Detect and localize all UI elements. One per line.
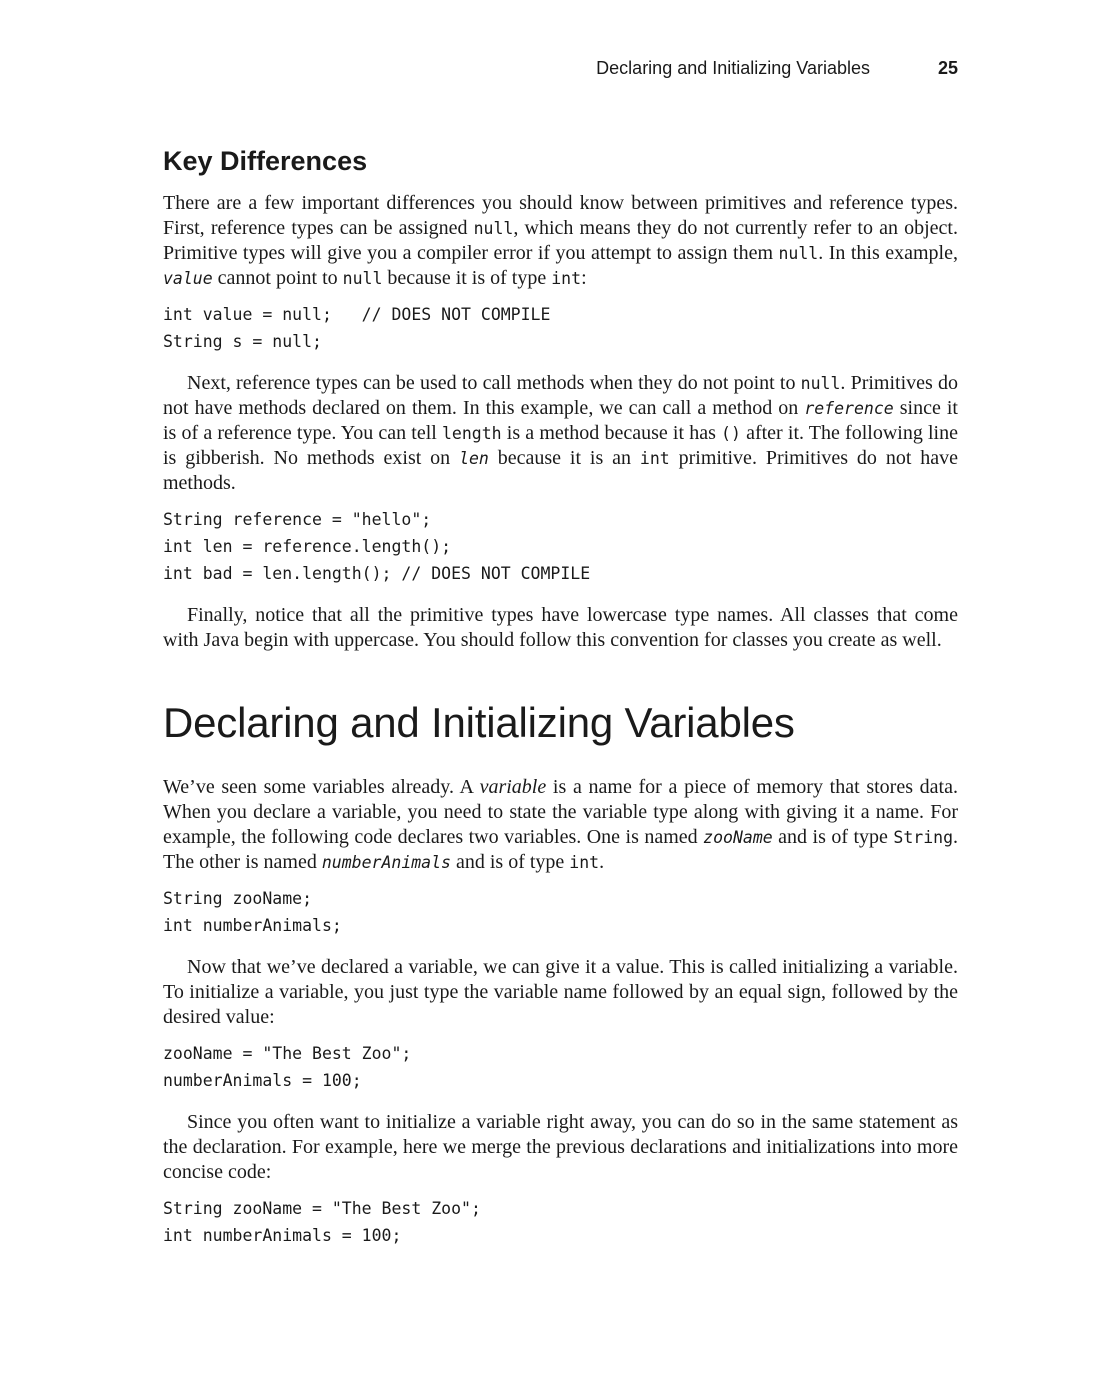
inline-code: () — [721, 424, 741, 443]
inline-code: null — [778, 244, 819, 263]
inline-code-italic: reference — [804, 399, 894, 418]
inline-code: length — [442, 424, 502, 443]
inline-code-italic: value — [163, 269, 213, 288]
inline-code-italic: numberAnimals — [321, 853, 451, 872]
paragraph-declaring-1: We’ve seen some variables already. A variable is a name for a piece of memory that stores data. When you declare a variable, you need to state the variable type along with giving it a name. For example, the following code declares two variables. One is named zooName and is of type String. The other is named numberAnimals and is of type int. — [163, 776, 959, 873]
code-line: String s = null; — [163, 332, 322, 351]
emphasis: variable — [479, 776, 547, 798]
paragraph-declaring-2: Now that we’ve declared a variable, we can give it a value. This is called initializing a variable. To initialize a variable, you just type the variable name followed by an equal sign, followed by the desired value: — [163, 956, 958, 1028]
code-line: int bad = len.length(); // DOES NOT COMPILE — [163, 564, 591, 583]
paragraph-key-differences-3: Finally, notice that all the primitive types have lowercase type names. All classes that come with Java begin with uppercase. You should follow this convention for classes you create as well. — [163, 604, 958, 651]
inline-code: String — [893, 828, 954, 847]
inline-code: int — [551, 269, 582, 288]
running-head — [163, 58, 958, 82]
inline-code: null — [800, 374, 841, 393]
inline-code: null — [473, 219, 514, 238]
code-line: numberAnimals = 100; — [163, 1071, 362, 1090]
code-line: String zooName = "The Best Zoo"; — [163, 1199, 481, 1218]
inline-code-italic: len — [459, 449, 489, 468]
page-body — [163, 143, 958, 1265]
code-line: int len = reference.length(); — [163, 537, 452, 556]
inline-code: int — [639, 449, 670, 468]
code-line: String zooName; — [163, 889, 313, 908]
code-line: String reference = "hello"; — [163, 510, 432, 529]
inline-code: int — [569, 853, 600, 872]
section-heading-key-differences: Key Differences — [163, 146, 368, 176]
section-heading-declaring: Declaring and Initializing Variables — [163, 699, 795, 746]
code-block-declare — [163, 885, 958, 939]
code-line: int value = null; // DOES NOT COMPILE — [163, 305, 551, 324]
code-block-initialize — [163, 1040, 958, 1094]
code-block-methods — [163, 506, 958, 587]
inline-code-italic: zooName — [703, 828, 773, 847]
code-line: int numberAnimals = 100; — [163, 1226, 402, 1245]
code-line: zooName = "The Best Zoo"; — [163, 1044, 412, 1063]
paragraph-declaring-3: Since you often want to initialize a variable right away, you can do so in the same statement as the declaration. For example, here we merge the previous declarations and initializations into more concise code: — [163, 1111, 958, 1183]
paragraph-key-differences-2: Next, reference types can be used to call methods when they do not point to null. Primitives do not have methods declared on them. In this example, we can call a method on reference since it is of a reference type. You can tell length is a method because it has () after it. The following line is gibberish. No methods exist on len because it is an int primitive. Primitives do not have methods. — [163, 372, 959, 494]
code-block-declare-initialize — [163, 1195, 958, 1249]
code-block-null-assign — [163, 301, 958, 355]
page-number: 25 — [937, 58, 958, 78]
paragraph-key-differences-1: There are a few important differences you should know between primitives and reference types. First, reference types can be assigned null, which means they do not currently refer to an object. Primitive types will give you a compiler error if you attempt to assign them null. In this example, value cannot point to null because it is of type int: — [163, 192, 958, 289]
code-line: int numberAnimals; — [163, 916, 342, 935]
inline-code: null — [342, 269, 383, 288]
book-page — [163, 0, 958, 1388]
running-head-title: Declaring and Initializing Variables — [596, 58, 870, 78]
